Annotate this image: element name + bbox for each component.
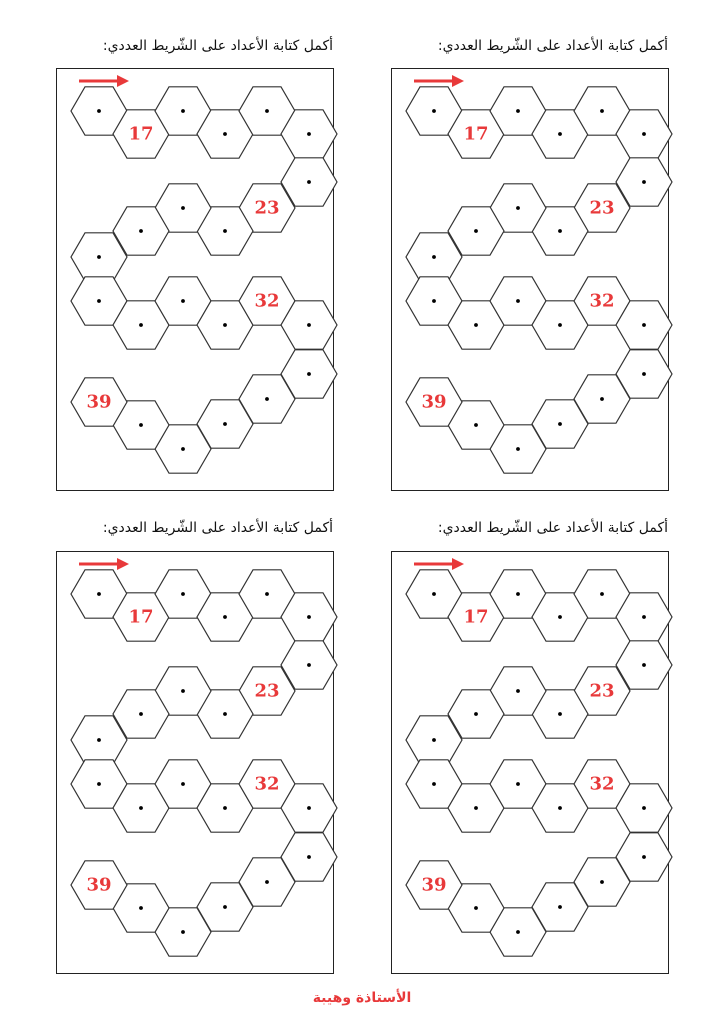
blank-dot: [223, 615, 227, 619]
blank-dot: [97, 592, 101, 596]
blank-dot: [558, 132, 562, 136]
panel-title: أكمل كتابة الأعداد على الشّريط العددي:: [102, 38, 333, 54]
blank-dot: [600, 109, 604, 113]
panel-title: أكمل كتابة الأعداد على الشّريط العددي:: [102, 520, 333, 536]
blank-dot: [139, 229, 143, 233]
direction-arrow-icon: [79, 75, 129, 87]
blank-dot: [223, 323, 227, 327]
blank-dot: [181, 930, 185, 934]
blank-dot: [139, 323, 143, 327]
panel-title: أكمل كتابة الأعداد على الشّريط العددي:: [437, 520, 668, 536]
blank-dot: [432, 592, 436, 596]
blank-dot: [474, 906, 478, 910]
given-number: 23: [254, 197, 280, 219]
given-number: 17: [128, 123, 154, 145]
given-number: 23: [589, 197, 615, 219]
given-number: 17: [463, 123, 489, 145]
blank-dot: [223, 712, 227, 716]
number-strip-panel: [391, 68, 669, 491]
panel-title: أكمل كتابة الأعداد على الشّريط العددي:: [437, 38, 668, 54]
blank-dot: [516, 592, 520, 596]
blank-dot: [97, 255, 101, 259]
blank-dot: [474, 323, 478, 327]
blank-dot: [181, 299, 185, 303]
blank-dot: [181, 689, 185, 693]
blank-dot: [642, 180, 646, 184]
blank-dot: [181, 206, 185, 210]
blank-dot: [223, 806, 227, 810]
blank-dot: [642, 663, 646, 667]
blank-dot: [432, 782, 436, 786]
blank-dot: [307, 132, 311, 136]
blank-dot: [307, 806, 311, 810]
blank-dot: [558, 615, 562, 619]
blank-dot: [139, 423, 143, 427]
blank-dot: [516, 930, 520, 934]
given-number: 39: [421, 391, 447, 413]
blank-dot: [516, 299, 520, 303]
given-number: 39: [86, 391, 112, 413]
direction-arrow-icon: [414, 558, 464, 570]
given-number: 39: [421, 874, 447, 896]
blank-dot: [223, 229, 227, 233]
blank-dot: [307, 372, 311, 376]
blank-dot: [516, 689, 520, 693]
number-strip-panel: [56, 68, 334, 491]
blank-dot: [600, 397, 604, 401]
number-strip-panel: [391, 551, 669, 974]
given-number: 17: [463, 606, 489, 628]
blank-dot: [265, 397, 269, 401]
author-footer: الأستاذة وهيبة: [312, 990, 412, 1006]
blank-dot: [558, 712, 562, 716]
blank-dot: [432, 299, 436, 303]
blank-dot: [139, 806, 143, 810]
blank-dot: [642, 323, 646, 327]
blank-dot: [558, 806, 562, 810]
blank-dot: [558, 229, 562, 233]
blank-dot: [642, 806, 646, 810]
blank-dot: [307, 855, 311, 859]
direction-arrow-icon: [79, 558, 129, 570]
blank-dot: [474, 229, 478, 233]
blank-dot: [181, 447, 185, 451]
blank-dot: [307, 180, 311, 184]
blank-dot: [600, 592, 604, 596]
blank-dot: [558, 422, 562, 426]
blank-dot: [516, 206, 520, 210]
number-strip-panel: [56, 551, 334, 974]
blank-dot: [181, 592, 185, 596]
given-number: 32: [254, 773, 280, 795]
blank-dot: [265, 592, 269, 596]
blank-dot: [642, 132, 646, 136]
blank-dot: [97, 782, 101, 786]
blank-dot: [516, 447, 520, 451]
blank-dot: [139, 712, 143, 716]
given-number: 23: [254, 680, 280, 702]
blank-dot: [432, 255, 436, 259]
blank-dot: [642, 615, 646, 619]
blank-dot: [97, 109, 101, 113]
blank-dot: [181, 782, 185, 786]
blank-dot: [223, 422, 227, 426]
blank-dot: [474, 423, 478, 427]
blank-dot: [181, 109, 185, 113]
blank-dot: [307, 323, 311, 327]
blank-dot: [223, 905, 227, 909]
given-number: 17: [128, 606, 154, 628]
given-number: 23: [589, 680, 615, 702]
blank-dot: [265, 109, 269, 113]
blank-dot: [516, 782, 520, 786]
blank-dot: [432, 738, 436, 742]
blank-dot: [516, 109, 520, 113]
blank-dot: [97, 299, 101, 303]
blank-dot: [474, 712, 478, 716]
blank-dot: [265, 880, 269, 884]
blank-dot: [474, 806, 478, 810]
given-number: 32: [254, 290, 280, 312]
blank-dot: [307, 663, 311, 667]
blank-dot: [642, 372, 646, 376]
blank-dot: [558, 905, 562, 909]
given-number: 39: [86, 874, 112, 896]
given-number: 32: [589, 290, 615, 312]
blank-dot: [642, 855, 646, 859]
blank-dot: [223, 132, 227, 136]
given-number: 32: [589, 773, 615, 795]
blank-dot: [600, 880, 604, 884]
blank-dot: [97, 738, 101, 742]
blank-dot: [432, 109, 436, 113]
blank-dot: [558, 323, 562, 327]
blank-dot: [307, 615, 311, 619]
blank-dot: [139, 906, 143, 910]
direction-arrow-icon: [414, 75, 464, 87]
